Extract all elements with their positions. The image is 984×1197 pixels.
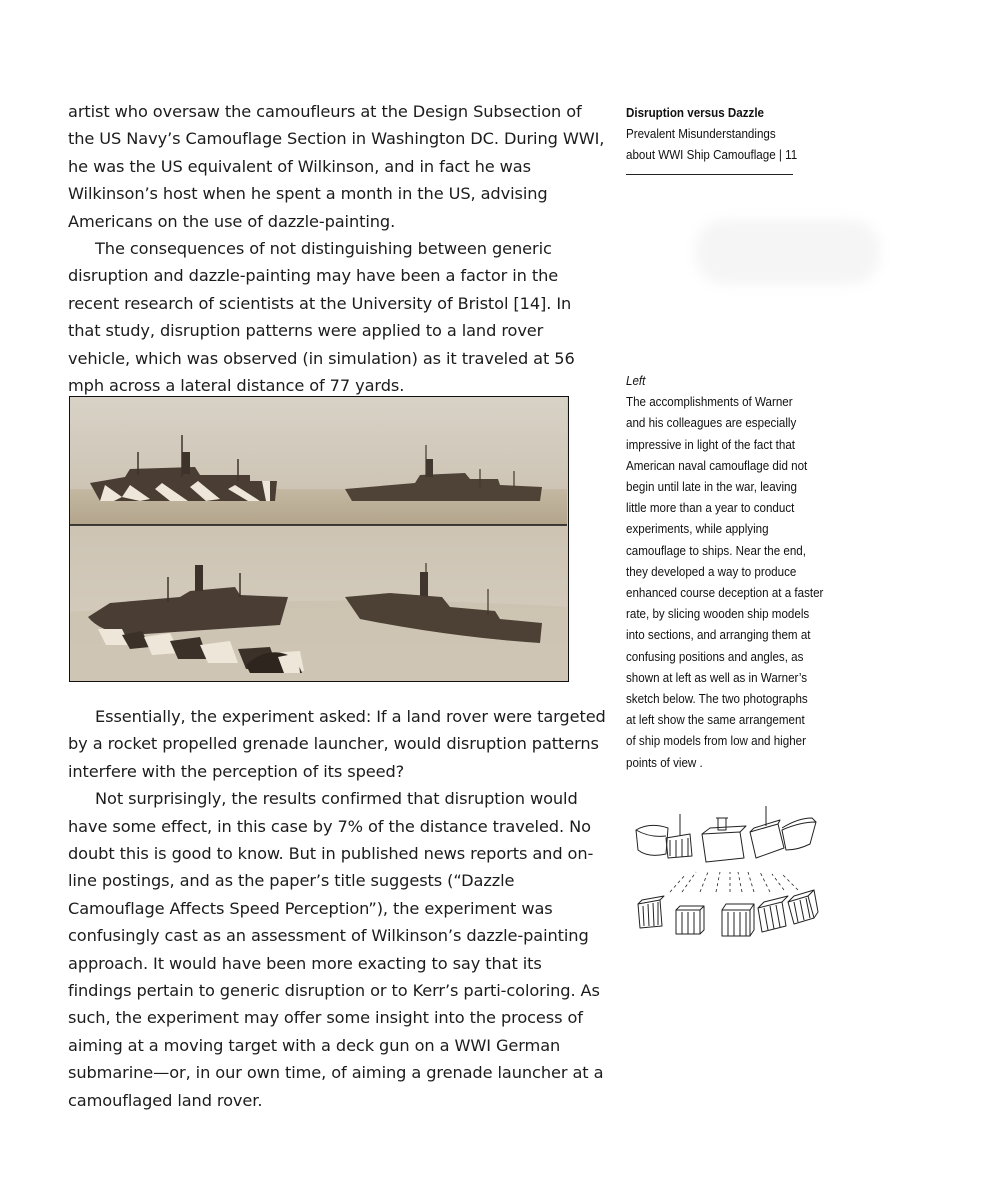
warner-sketch xyxy=(630,800,825,945)
running-head-rule xyxy=(626,174,793,175)
running-head-line-2: Prevalent Misunderstandings xyxy=(626,126,776,142)
caption-line: points of view . xyxy=(626,754,703,770)
caption-line: begin until late in the war, leaving xyxy=(626,479,797,495)
photo-high-view xyxy=(70,526,567,680)
ship-models-photograph xyxy=(69,396,569,682)
main-text-lower xyxy=(68,703,608,1114)
sidebar-caption xyxy=(626,370,856,773)
caption-line: they developed a way to produce xyxy=(626,563,797,579)
caption-line: confusing positions and angles, as xyxy=(626,648,804,664)
caption-line: of ship models from low and higher xyxy=(626,733,806,749)
caption-line: at left show the same arrangement xyxy=(626,712,805,728)
running-head xyxy=(626,102,856,166)
photo-low-view xyxy=(70,397,567,525)
caption-line: camouflage to ships. Near the end, xyxy=(626,542,806,558)
caption-line: and his colleagues are especially xyxy=(626,415,797,431)
caption-line: American naval camouflage did not xyxy=(626,457,808,473)
paragraph-1: artist who oversaw the camoufleurs at the Design Subsection of the US Navy’s Camouflage Section in Washington DC. During WWI, he was the US equivalent of Wilkinson, and in fact he was Wilkinson’s host when he spent a month in the US, advising Americans on the use of dazzle-painting. xyxy=(68,102,605,231)
caption-label: Left xyxy=(626,373,646,388)
faint-smudge xyxy=(695,220,880,284)
caption-line: impressive in light of the fact that xyxy=(626,436,796,452)
caption-line: The accomplishments of Warner xyxy=(626,394,793,410)
caption-line: rate, by slicing wooden ship models xyxy=(626,606,810,622)
caption-line: sketch below. The two photographs xyxy=(626,691,808,707)
caption-line: little more than a year to conduct xyxy=(626,500,795,516)
paragraph-2: The consequences of not distinguishing between generic disruption and dazzle-painting may have been a factor in the recent research of scientists at the University of Bristol [14]. In that study, disruption patterns were applied to a land rover vehicle, which was observed (in simulation) as it traveled at 56 mph across a lateral distance of 77 yards. xyxy=(68,239,575,396)
running-head-line-3: about WWI Ship Camouflage | 11 xyxy=(626,147,798,163)
caption-line: enhanced course deception at a faster xyxy=(626,585,824,601)
caption-line: into sections, and arranging them at xyxy=(626,627,811,643)
paragraph-4: Not surprisingly, the results confirmed that disruption would have some effect, in this case by 7% of the distance traveled. No doubt this is good to know. But in published news reports and on-line postings, and as the paper’s title suggests (“Dazzle Camouflage Affects Speed Perception”), the experiment was confusingly cast as an assessment of Wilkinson’s dazzle-painting approach. It would have been more exacting to say that its findings pertain to generic disruption or to Kerr’s parti-coloring. As such, the experiment may offer some insight into the process of aiming at a moving target with a deck gun on a WWI German submarine—or, in our own time, of aiming a grenade launcher at a camouflaged land rover. xyxy=(68,789,604,1110)
main-text-upper xyxy=(68,98,608,399)
running-head-title: Disruption versus Dazzle xyxy=(626,105,765,120)
paragraph-3: Essentially, the experiment asked: If a land rover were targeted by a rocket propelled grenade launcher, would disruption patterns interfere with the perception of its speed? xyxy=(68,707,606,781)
caption-line: shown at left as well as in Warner’s xyxy=(626,669,808,685)
caption-line: experiments, while applying xyxy=(626,521,769,537)
